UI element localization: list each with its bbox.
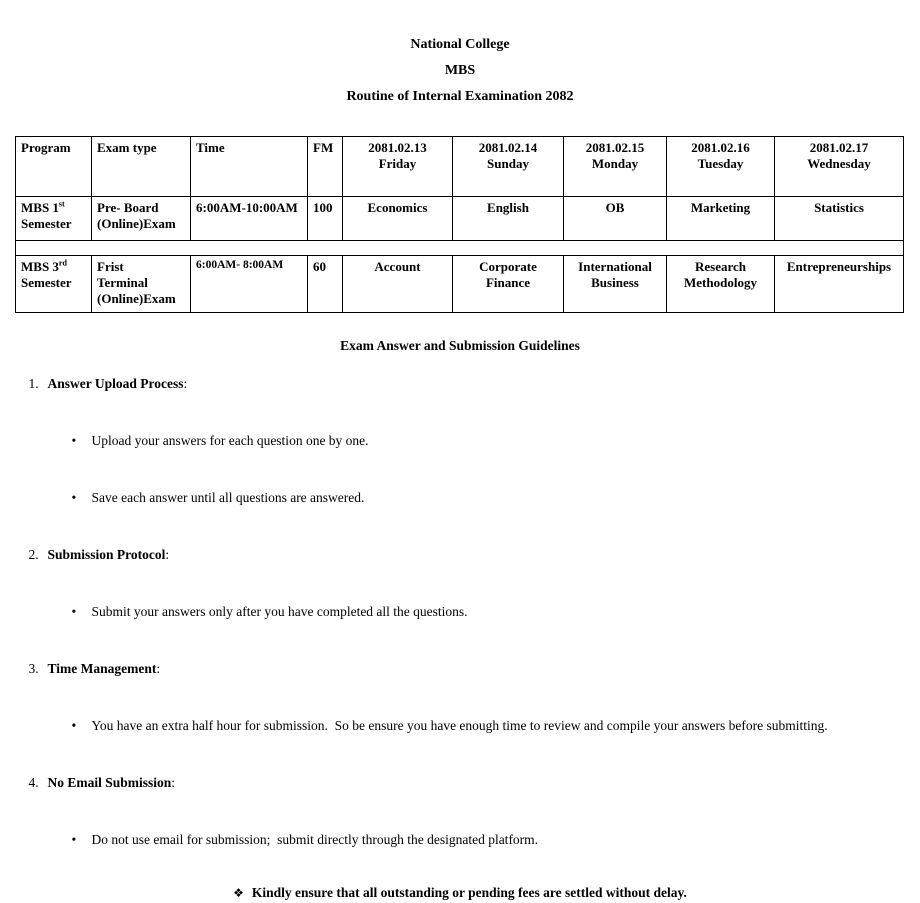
separator-row xyxy=(16,241,904,256)
subject-cell: Research Methodology xyxy=(667,256,775,313)
item-number: 3. xyxy=(28,661,39,676)
item-heading: Submission Protocol xyxy=(47,547,166,562)
routine-table-wrap xyxy=(15,136,904,313)
subject-cell: Economics xyxy=(343,197,453,241)
item-heading: Answer Upload Process xyxy=(47,376,184,391)
ordinal-suffix: st xyxy=(58,199,65,209)
guidelines-section xyxy=(0,336,920,903)
row-mbs-1st-semester xyxy=(16,197,904,241)
routine-title: Routine of Internal Examination 2082 xyxy=(346,89,574,104)
guideline-bullet: • Save each answer until all questions are answered. xyxy=(71,490,365,505)
college-name: National College xyxy=(410,37,510,52)
table-header-row xyxy=(16,137,904,197)
bullet-icon: • xyxy=(71,832,77,847)
guideline-item-1: 1. Answer Upload Process: xyxy=(28,376,188,391)
header-date-monday: 2081.02.15 Monday xyxy=(564,137,667,197)
guideline-bullet: • You have an extra half hour for submission. So be ensure you have enough time to review and compile your answers before submitting. xyxy=(71,718,828,733)
subject-cell: Entrepreneurships xyxy=(775,256,904,313)
item-heading: No Email Submission xyxy=(47,775,172,790)
diamond-bullet-icon: ❖ xyxy=(233,886,244,900)
subject-cell: Corporate Finance xyxy=(453,256,564,313)
time-cell: 6:00AM- 8:00AM xyxy=(191,256,308,313)
program-cell: MBS 1st Semester xyxy=(16,197,92,241)
item-heading: Time Management xyxy=(47,661,157,676)
header-program: Program xyxy=(16,137,92,197)
program-cell: MBS 3rd Semester xyxy=(16,256,92,313)
document-title-block xyxy=(0,38,920,116)
exam-type-cell: Frist Terminal (Online)Exam xyxy=(92,256,191,313)
subject-cell: OB xyxy=(564,197,667,241)
header-date-sunday: 2081.02.14 Sunday xyxy=(453,137,564,197)
subject-cell: Account xyxy=(343,256,453,313)
header-exam-type: Exam type xyxy=(92,137,191,197)
item-number: 4. xyxy=(28,775,39,790)
subject-cell: English xyxy=(453,197,564,241)
fees-notice: ❖ Kindly ensure that all outstanding or pending fees are settled without delay. xyxy=(233,885,687,900)
header-time: Time xyxy=(191,137,308,197)
bullet-icon: • xyxy=(71,433,77,448)
header-date-wednesday: 2081.02.17 Wednesday xyxy=(775,137,904,197)
header-date-friday: 2081.02.13 Friday xyxy=(343,137,453,197)
guidelines-title: Exam Answer and Submission Guidelines xyxy=(340,338,580,353)
subject-cell: Statistics xyxy=(775,197,904,241)
time-cell: 6:00AM-10:00AM xyxy=(191,197,308,241)
exam-routine-table xyxy=(15,136,904,313)
guideline-bullet: • Do not use email for submission; submit directly through the designated platform. xyxy=(71,832,539,847)
exam-type-cell: Pre- Board (Online)Exam xyxy=(92,197,191,241)
guideline-bullet: • Submit your answers only after you have completed all the questions. xyxy=(71,604,468,619)
header-fm: FM xyxy=(308,137,343,197)
guideline-bullet: • Upload your answers for each question one by one. xyxy=(71,433,369,448)
guideline-item-3: 3. Time Management: xyxy=(28,661,161,676)
guideline-item-2: 2. Submission Protocol: xyxy=(28,547,170,562)
bullet-icon: • xyxy=(71,490,77,505)
item-number: 2. xyxy=(28,547,39,562)
subject-cell: International Business xyxy=(564,256,667,313)
item-number: 1. xyxy=(28,376,39,391)
header-date-tuesday: 2081.02.16 Tuesday xyxy=(667,137,775,197)
bullet-icon: • xyxy=(71,718,77,733)
fm-cell: 100 xyxy=(308,197,343,241)
bullet-icon: • xyxy=(71,604,77,619)
fm-cell: 60 xyxy=(308,256,343,313)
program-name: MBS xyxy=(444,63,476,78)
guideline-item-4: 4. No Email Submission: xyxy=(28,775,176,790)
ordinal-suffix: rd xyxy=(58,258,67,268)
subject-cell: Marketing xyxy=(667,197,775,241)
separator-cell xyxy=(16,241,904,256)
row-mbs-3rd-semester xyxy=(16,256,904,313)
